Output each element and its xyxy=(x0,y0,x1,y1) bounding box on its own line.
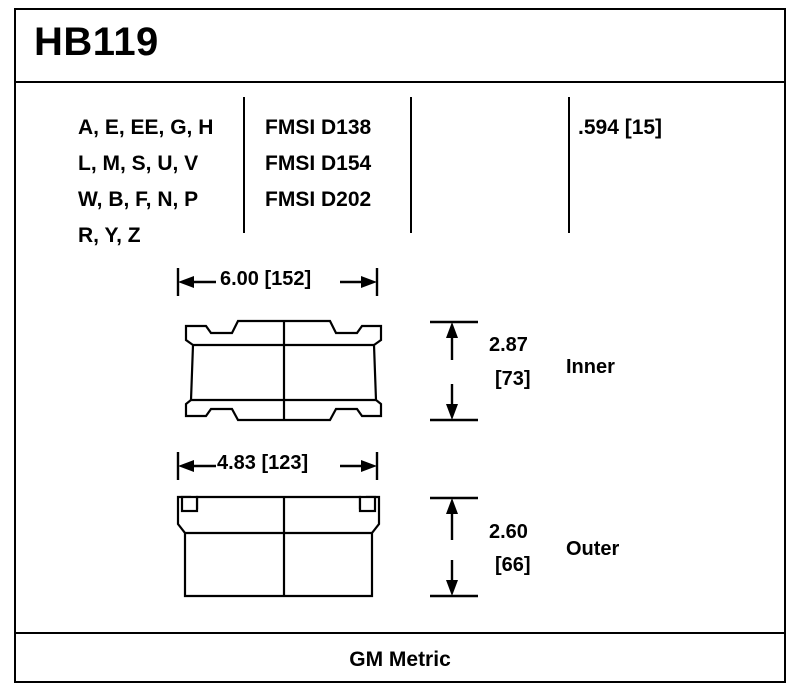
outer-height-label-mm: [66] xyxy=(495,554,531,576)
outer-width-label: 4.83 [123] xyxy=(217,452,309,474)
compound-row: L, M, S, U, V xyxy=(78,152,199,175)
thickness-value: .594 [15] xyxy=(578,116,663,139)
divider-bottom xyxy=(16,632,784,634)
part-number: HB119 xyxy=(34,20,159,64)
divider-top xyxy=(16,81,784,83)
outer-height-label-in: 2.60 xyxy=(489,521,528,543)
compound-row: A, E, EE, G, H xyxy=(78,116,214,139)
fmsi-row: FMSI D154 xyxy=(265,152,372,175)
compound-list xyxy=(78,110,238,254)
table-divider-3 xyxy=(568,97,570,233)
outer-position-label: Outer xyxy=(566,538,620,560)
inner-height-label-in: 2.87 xyxy=(489,334,528,356)
fmsi-list xyxy=(265,110,405,218)
compound-row: R, Y, Z xyxy=(78,224,141,247)
table-divider-2 xyxy=(410,97,412,233)
inner-height-label-mm: [73] xyxy=(495,368,531,390)
application-label: GM Metric xyxy=(349,648,451,671)
inner-width-label: 6.00 [152] xyxy=(220,268,312,290)
inner-position-label: Inner xyxy=(566,356,615,378)
fmsi-row: FMSI D138 xyxy=(265,116,372,139)
table-divider-1 xyxy=(243,97,245,233)
compound-row: W, B, F, N, P xyxy=(78,188,199,211)
fmsi-row: FMSI D202 xyxy=(265,188,372,211)
